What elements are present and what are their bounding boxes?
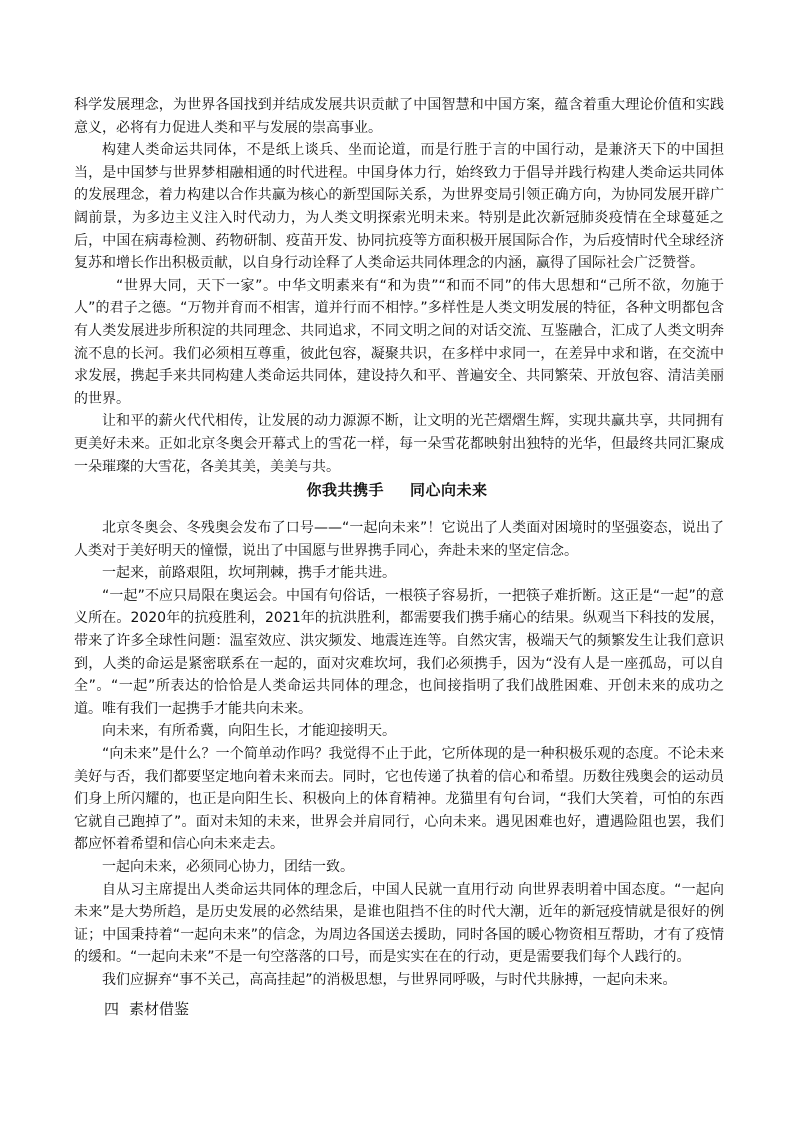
paragraph-together-body: “一起”不应只局限在奥运会。中国有句俗话，一根筷子容易折，一把筷子难折断。这正是“一起”的意义所在。2020年的抗疫胜利，2021年的抗洪胜利，都需要我们携手痛心的结果。纵观当下科技的发展，带来了许多全球性问题：温室效应、洪灾频发、地震连连等。自然灾害，极端天气的频繁发生让我们意识到，人类的命运是紧密联系在一起的，面对灾难坎坷，我们必须携手，因为“没有人是一座孤岛，可以自全”。“一起”所表达的恰恰是人类命运共同体的理念，也间接指明了我们战胜困难、开创未来的成功之道。唯有我们一起携手才能共向未来。 [74,587,724,717]
essay-part-two [74,517,724,991]
paragraph-future-heading: 向未来，有所希冀，向阳生长，才能迎接明天。 [102,723,396,740]
section-label: 素材借鉴 [129,1000,190,1018]
paragraph-slogan-intro: 北京冬奥会、冬残奥会发布了口号——“一起向未来”！它说出了人类面对困境时的坚强姿态，说出了人类对于美好明天的憧憬，说出了中国愿与世界携手同心，奔赴未来的坚定信念。 [74,520,724,559]
section-number: 四 [104,1000,120,1018]
paragraph-snowflake: 让和平的薪火代代相传，让发展的动力源源不断，让文明的光芒熠熠生辉，实现共赢共享，共同拥有更美好未来。正如北京冬奥会开幕式上的雪花一样，每一朵雪花都映射出独特的光华，但最终共同汇聚成一朵璀璨的大雪花，各美其美，美美与共。 [74,413,724,475]
paragraph-unity-heading: 一起向未来，必须同心协力，团结一致。 [102,858,354,875]
paragraph-continuation: 科学发展理念，为世界各国找到并结成发展共识贡献了中国智慧和中国方案，蕴含着重大理论价值和实践意义，必将有力促进人类和平与发展的崇高事业。 [74,97,724,136]
paragraph-chinese-action: 构建人类命运共同体，不是纸上谈兵、坐而论道，而是行胜于言的中国行动，是兼济天下的中国担当，是中国梦与世界梦相融相通的时代进程。中国身体力行，始终致力于倡导并践行构建人类命运共同体的发展理念，着力构建以合作共赢为核心的新型国际关系，为世界变局引领正确方向，为协同发展开辟广阔前景，为多边主义注入时代动力，为人类文明探索光明未来。特别是此次新冠肺炎疫情在全球蔓延之后，中国在病毒检测、药物研制、疫苗开发、协同抗疫等方面积极开展国际合作，为后疫情时代全球经济复苏和增长作出积极贡献，以自身行动诠释了人类命运共同体理念的内涵，赢得了国际社会广泛赞誉。 [74,142,724,272]
paragraph-conclusion: 我们应摒弃“事不关己，高高挂起”的消极思想，与世界同呼吸，与时代共脉搏，一起向未来。 [102,971,677,988]
paragraph-together-heading: 一起来，前路艰阻，坎坷荆棘，携手才能共进。 [102,565,396,582]
section-heading [104,998,189,1019]
paragraph-future-body: “向未来”是什么？一个简单动作吗？我觉得不止于此，它所体现的是一种积极乐观的态度。不论未来美好与否，我们都要坚定地向着未来而去。同时，它也传递了执着的信心和希望。历数往残奥会的运动员们身上所闪耀的，也正是向阳生长、积极向上的体育精神。龙猫里有句台词，“我们大笑着，可怕的东西它就自己跑掉了”。面对未知的未来，世界会并肩同行，心向未来。遇见困难也好，遭遇险阻也罢，我们都应怀着希望和信心向未来走去。 [74,745,724,853]
essay-part-one [74,94,724,478]
paragraph-world-harmony: “世界大同，天下一家”。中华文明素来有“和为贵”“和而不同”的伟大思想和“己所不欲，勿施于人”的君子之德。“万物并育而不相害，道并行而不相悖。”多样性是人类文明发展的特征，各种文明都包含有人类发展进步所积淀的共同理念、共同追求，不同文明之间的对话交流、互鉴融合，汇成了人类文明奔流不息的长河。我们必须相互尊重，彼此包容，凝聚共识，在多样中求同一，在差异中求和谐，在交流中求发展，携起手来共同构建人类命运共同体，建设持久和平、普遍安全、共同繁荣、开放包容、清洁美丽的世界。 [74,277,724,407]
title-part-a: 你我共携手 [306,481,384,499]
essay-title [0,479,794,500]
paragraph-unity-body: 自从习主席提出人类命运共同体的理念后，中国人民就一直用行动 向世界表明着中国态度。“一起向未来”是大势所趋，是历史发展的必然结果，是谁也阻挡不住的时代大潮，近年的新冠疫情就是很好的例证；中国秉持着“一起向未来”的信念，为周边各国送去援助，同时各国的暖心物资相互帮助，才有了疫情的缓和。“一起向未来”不是一句空落落的口号，而是实实在在的行动，更是需要我们每个人践行的。 [74,881,724,966]
title-part-b: 同心向未来 [410,481,488,499]
